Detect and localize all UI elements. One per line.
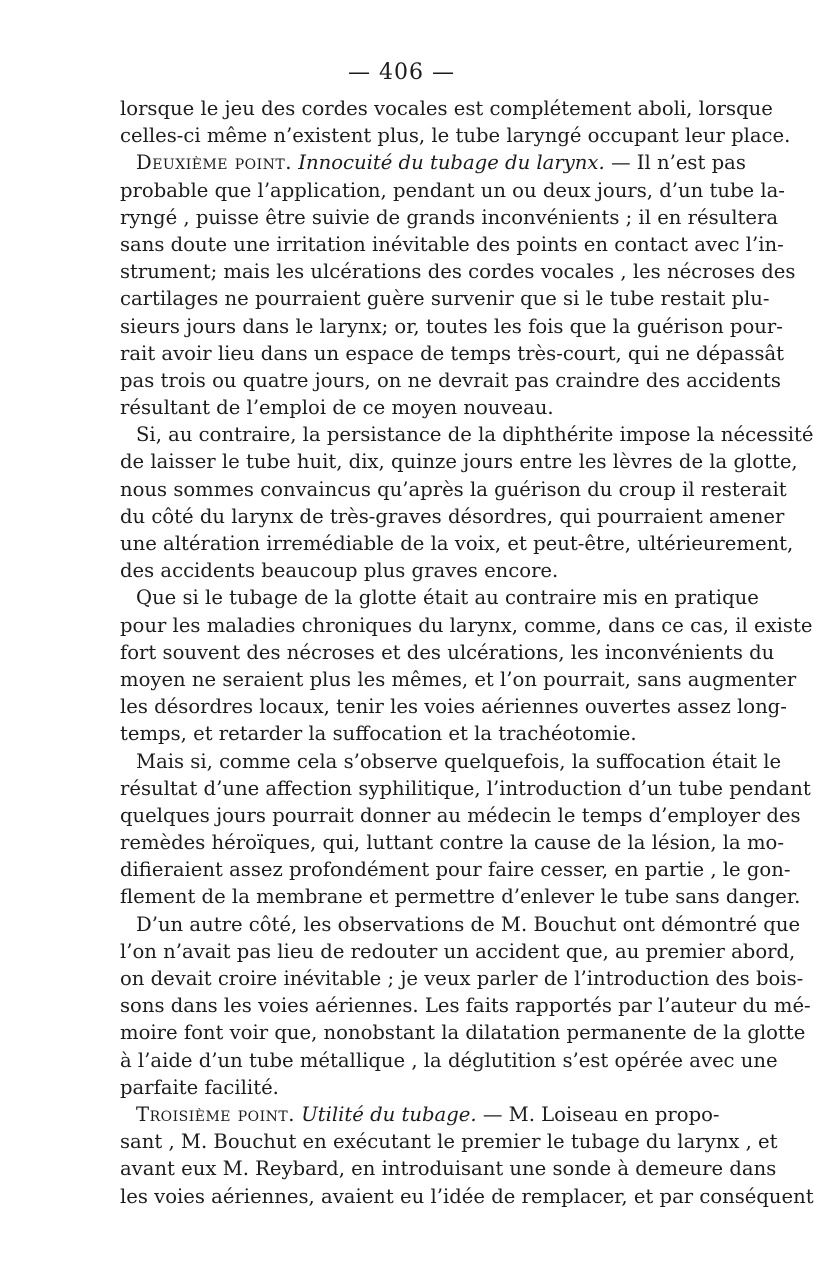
text-line: parfaite facilité. [120, 1075, 279, 1099]
section-label: Deuxième point. [136, 151, 292, 175]
text-line: résultant de l’emploi de ce moyen nouveau. [120, 396, 554, 420]
text-line: du côté du larynx de très-graves désordres, qui pourraient amener [120, 504, 785, 528]
text-line: D’un autre côté, les observations de M. Bouchut ont démontré que [136, 912, 801, 936]
page-number: — 406 — [348, 60, 455, 85]
text-line: résultat d’une affection syphilitique, l’introduction d’un tube pendant [120, 776, 811, 800]
section-title: Innocuité du tubage du larynx. [298, 151, 605, 175]
text-line: strument; mais les ulcérations des cordes vocales , les nécroses des [120, 260, 796, 284]
text-line: pour les maladies chroniques du larynx, comme, dans ce cas, il existe [120, 613, 813, 637]
text-line: sieurs jours dans le larynx; or, toutes les fois que la guérison pour- [120, 314, 783, 338]
text-line: moyen ne seraient plus les mêmes, et l’on pourrait, sans augmenter [120, 667, 797, 691]
text-line: Mais si, comme cela s’observe quelquefois, la suffocation était le [136, 749, 782, 773]
text-line: les désordres locaux, tenir les voies aériennes ouvertes assez long- [120, 695, 787, 719]
text-fragment: — M. Loiseau en propo- [482, 1102, 720, 1126]
text-line: de laisser le tube huit, dix, quinze jours entre les lèvres de la glotte, [120, 450, 798, 474]
text-line: l’on n’avait pas lieu de redouter un accident que, au premier abord, [120, 939, 796, 963]
paragraph [120, 149, 796, 421]
text-line: celles-ci même n’existent plus, le tube laryngé occupant leur place. [120, 124, 791, 148]
section-label: Troisième point. [136, 1102, 295, 1126]
text-line: cartilages ne pourraient guère survenir que si le tube restait plu- [120, 287, 770, 311]
body-text [120, 95, 814, 1210]
text-line: nous sommes convaincus qu’après la guérison du croup il resterait [120, 477, 787, 501]
text-line: rait avoir lieu dans un espace de temps très-court, qui ne dépassât [120, 341, 785, 365]
text-line: flement de la membrane et permettre d’enlever le tube sans danger. [120, 885, 801, 909]
text-line: ryngé , puisse être suivie de grands inconvénients ; il en résultera [120, 205, 779, 229]
text-line: sans doute une irritation inévitable des points en contact avec l’in- [120, 232, 784, 256]
text-line: Si, au contraire, la persistance de la diphthérite impose la nécessité [136, 423, 814, 447]
paragraph [120, 911, 811, 1101]
text-line: difieraient assez profondément pour faire cesser, en partie , le gon- [120, 858, 791, 882]
paragraph [120, 584, 813, 747]
section-title: Utilité du tubage. [301, 1102, 477, 1126]
text-line: une altération irremédiable de la voix, et peut-être, ultérieurement, [120, 532, 794, 555]
text-line: sant , M. Bouchut en exécutant le premier le tubage du larynx , et [120, 1130, 778, 1154]
paragraph [120, 1101, 814, 1210]
text-line: temps, et retarder la suffocation et la trachéotomie. [120, 722, 637, 746]
section-heading-line [120, 149, 746, 176]
text-line: fort souvent des nécroses et des ulcérations, les inconvénients du [120, 640, 775, 664]
text-line: probable que l’application, pendant un ou deux jours, d’un tube la- [120, 178, 785, 202]
text-line: sons dans les voies aériennes. Les faits rapportés par l’auteur du mé- [120, 994, 811, 1018]
paragraph [120, 421, 814, 584]
text-line: avant eux M. Reybard, en introduisant une sonde à demeure dans [120, 1157, 777, 1181]
paragraph [120, 748, 811, 911]
text-line: lorsque le jeu des cordes vocales est complétement aboli, lorsque [120, 97, 773, 120]
text-line: des accidents beaucoup plus graves encore. [120, 559, 559, 583]
text-line: quelques jours pourrait donner au médecin le temps d’employer des [120, 803, 801, 827]
text-line: pas trois ou quatre jours, on ne devrait pas craindre des accidents [120, 368, 781, 392]
text-line: remèdes héroïques, qui, luttant contre la cause de la lésion, la mo- [120, 831, 784, 855]
text-line: on devait croire inévitable ; je veux parler de l’introduction des bois- [120, 967, 804, 990]
text-fragment: — Il n’est pas [610, 151, 746, 175]
text-line: moire font voir que, nonobstant la dilatation permanente de la glotte [120, 1021, 806, 1045]
section-heading-line [120, 1101, 720, 1128]
text-line: à l’aide d’un tube métallique , la déglutition s’est opérée avec une [120, 1048, 778, 1072]
paragraph [120, 95, 791, 149]
text-line: Que si le tubage de la glotte était au contraire mis en pratique [136, 586, 759, 610]
text-line: les voies aériennes, avaient eu l’idée de remplacer, et par conséquent [120, 1184, 814, 1208]
